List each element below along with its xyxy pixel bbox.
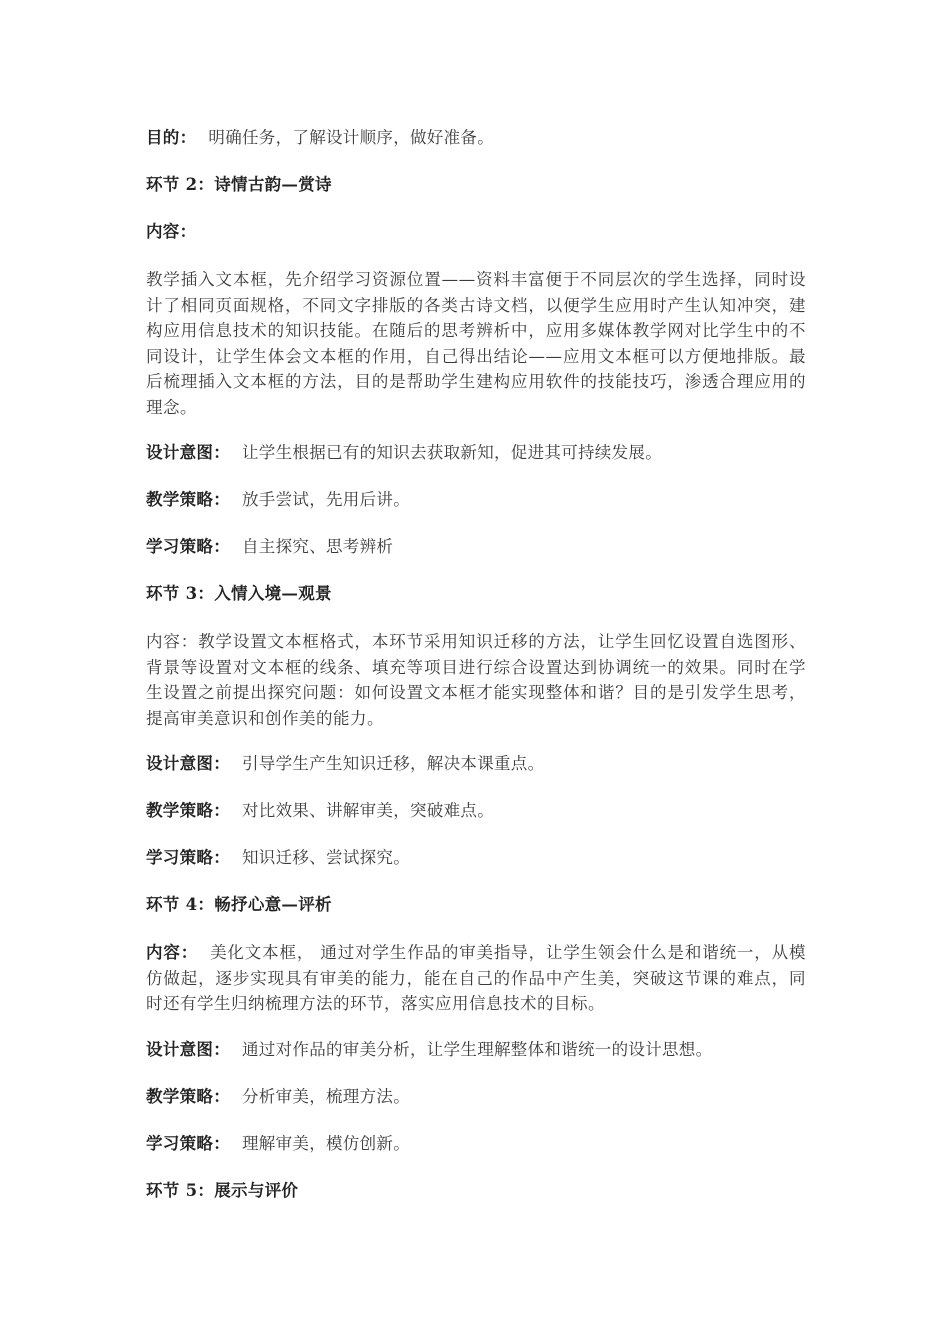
section-2-learning-strategy	[146, 535, 806, 559]
teaching-strategy-label: 教学策略：	[146, 801, 230, 820]
section-3-content-text: 内容：教学设置文本框格式，本环节采用知识迁移的方法，让学生回忆设置自选图形、背景等设置对文本框的线条、填充等项目进行综合设置达到协调统一的效果。同时在学生设置之前提出探究问题：如何设置文本框才能实现整体和谐？目的是引发学生思考，提高审美意识和创作美的能力。	[146, 632, 806, 728]
learning-strategy-label: 学习策略：	[146, 1133, 230, 1153]
document-content	[146, 126, 806, 1226]
section-4-intent	[146, 1038, 806, 1062]
intent-text: 通过对作品的审美分析，让学生理解整体和谐统一的设计思想。	[242, 1039, 713, 1059]
learning-strategy-text: 理解审美，模仿创新。	[242, 1133, 410, 1153]
section-4-teaching-strategy	[146, 1085, 806, 1109]
section-3-learning-strategy	[146, 846, 806, 870]
intent-text: 引导学生产生知识迁移，解决本课重点。	[242, 754, 545, 773]
intent-label: 设计意图：	[146, 1039, 230, 1059]
content-label: 内容：	[146, 943, 199, 962]
section-2-content-label: 内容：	[146, 222, 197, 241]
section-2-teaching-strategy	[146, 488, 806, 512]
section-3-intent	[146, 752, 806, 776]
teaching-strategy-text: 分析审美，梳理方法。	[242, 1086, 410, 1106]
learning-strategy-text: 自主探究、思考辨析	[242, 537, 394, 556]
purpose-text: 明确任务，了解设计顺序，做好准备。	[208, 128, 495, 147]
section-2-heading: 环节 2：诗情古韵—赏诗	[146, 175, 332, 194]
purpose-paragraph	[146, 126, 806, 150]
intent-text: 让学生根据已有的知识去获取新知，促进其可持续发展。	[242, 443, 662, 462]
section-3-heading: 环节 3：入情入境—观景	[146, 584, 332, 603]
intent-label: 设计意图：	[146, 754, 230, 773]
teaching-strategy-label: 教学策略：	[146, 490, 230, 509]
section-2-content-text: 教学插入文本框，先介绍学习资源位置——资料丰富便于不同层次的学生选择，同时设计了相同页面规格，不同文字排版的各类古诗文档，以便学生应用时产生认知冲突，建构应用信息技术的知识技能。在随后的思考辨析中，应用多媒体教学网对比学生中的不同设计，让学生体会文本框的作用，自己得出结论——应用文本框可以方便地排版。最后梳理插入文本框的方法，目的是帮助学生建构应用软件的技能技巧，渗透合理应用的理念。	[146, 270, 806, 417]
purpose-label: 目的：	[146, 128, 197, 147]
section-4-learning-strategy	[146, 1132, 806, 1156]
learning-strategy-text: 知识迁移、尝试探究。	[242, 848, 410, 867]
section-4-heading: 环节 4：畅抒心意—评析	[146, 895, 332, 914]
teaching-strategy-label: 教学策略：	[146, 1086, 230, 1106]
section-5-heading: 环节 5：展示与评价	[146, 1180, 299, 1200]
learning-strategy-label: 学习策略：	[146, 537, 230, 556]
section-3-teaching-strategy	[146, 799, 806, 823]
learning-strategy-label: 学习策略：	[146, 848, 230, 867]
section-2-intent	[146, 441, 806, 465]
section-4-content	[146, 940, 806, 1017]
teaching-strategy-text: 对比效果、讲解审美，突破难点。	[242, 801, 494, 820]
content-text: 美化文本框， 通过对学生作品的审美指导，让学生领会什么是和谐统一，从模仿做起，逐步实现具有审美的能力，能在自己的作品中产生美，突破这节课的难点，同时还有学生归纳梳理方法的环节，落实应用信息技术的目标。	[146, 943, 806, 1013]
teaching-strategy-text: 放手尝试，先用后讲。	[242, 490, 410, 509]
intent-label: 设计意图：	[146, 443, 230, 462]
